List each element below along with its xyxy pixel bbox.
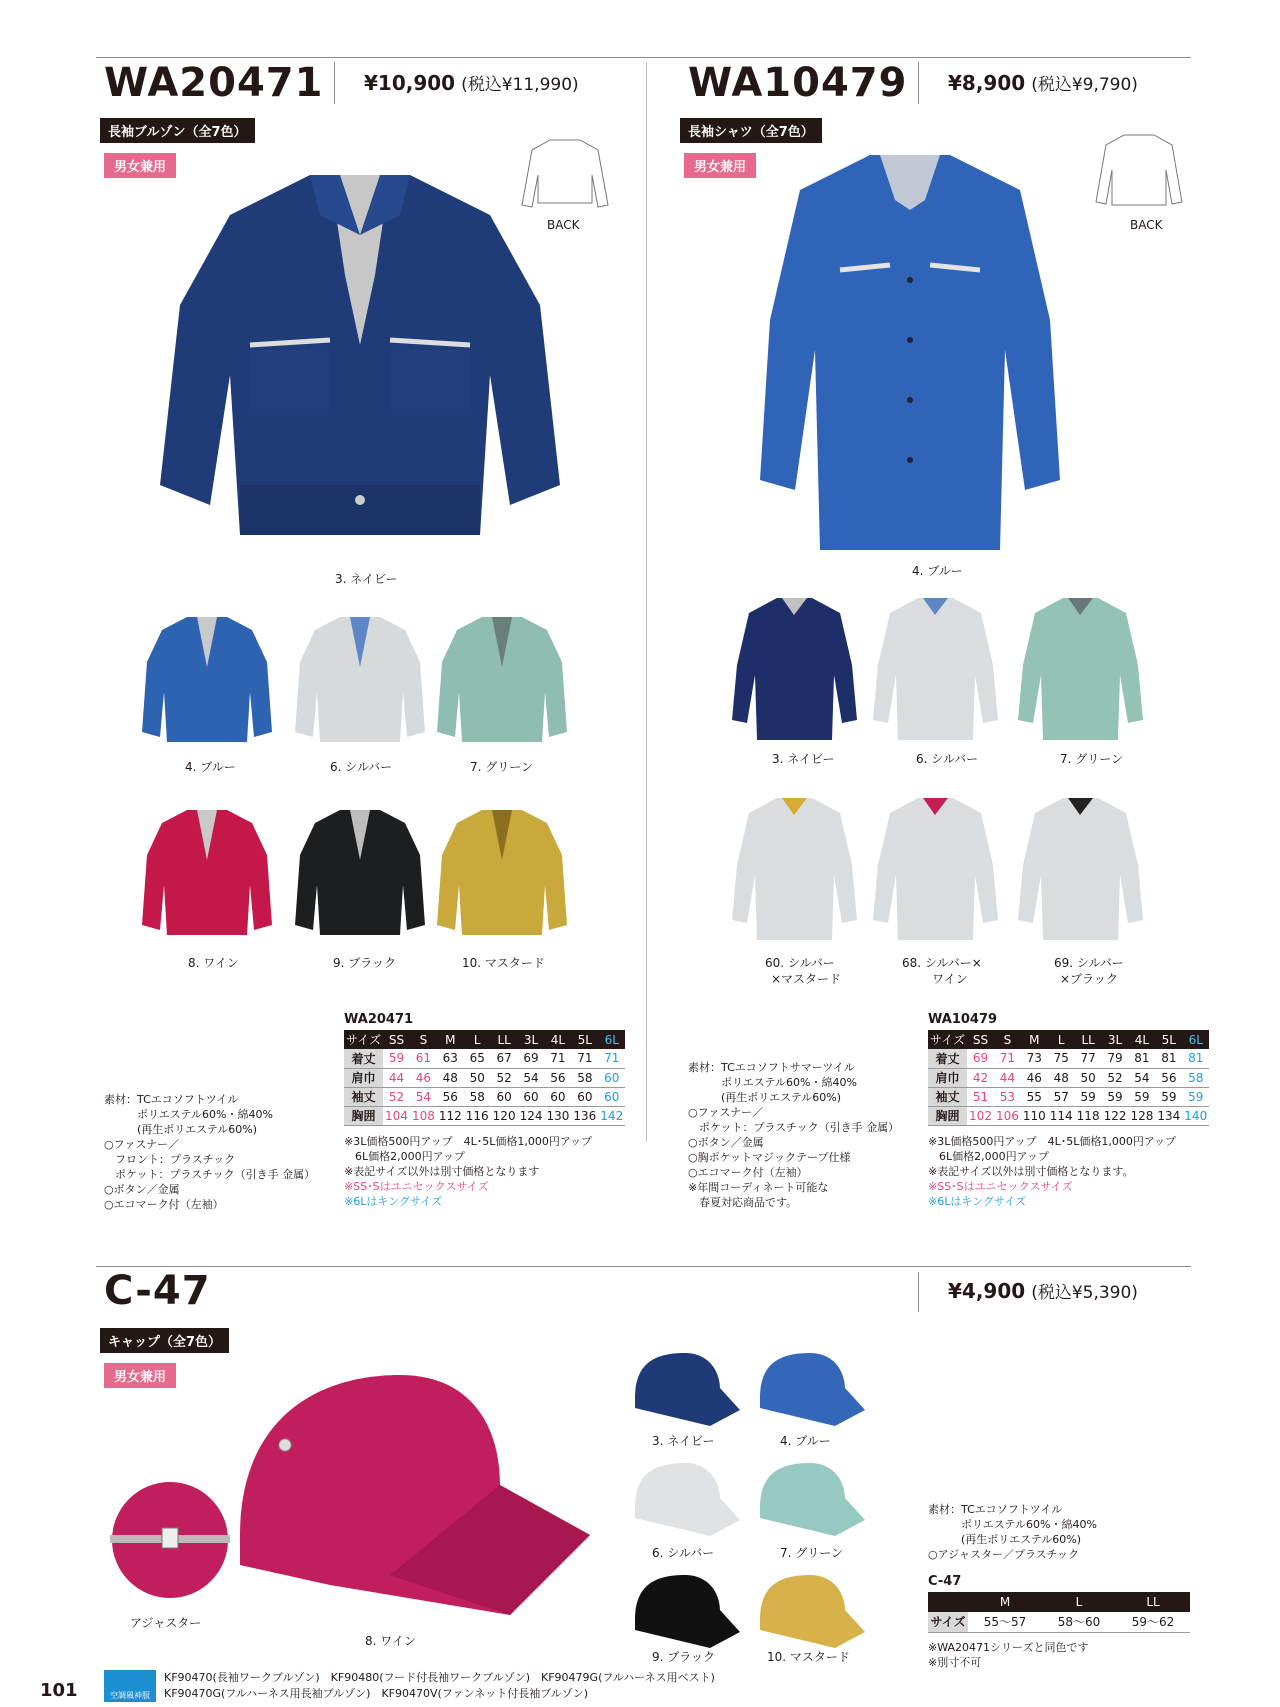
jacket-blue (142, 612, 272, 752)
size-header: 4L (1128, 1030, 1155, 1049)
page-number: 101 (40, 1680, 78, 1701)
cell: 60 (598, 1087, 625, 1106)
size-header: M (437, 1030, 464, 1049)
size-header: 6L (598, 1030, 625, 1049)
product-code: C-47 (104, 1268, 211, 1314)
cell: 59 (1182, 1087, 1209, 1106)
product-code: WA20471 (104, 60, 324, 106)
color-caption: 3. ネイビー (772, 752, 835, 766)
product-price: ¥4,900 (税込¥5,390) (948, 1279, 1138, 1303)
cell: 140 (1182, 1106, 1209, 1125)
note-line: ※SS･Sはユニセックスサイズ (344, 1180, 489, 1193)
cell: 106 (994, 1106, 1021, 1125)
size-notes (928, 1134, 1176, 1209)
cell: 81 (1182, 1049, 1209, 1068)
size-header: S (994, 1030, 1021, 1049)
row-label: 袖丈 (344, 1087, 383, 1106)
table-row (344, 1106, 625, 1125)
color-caption: 7. グリーン (470, 760, 534, 774)
jacket-green (437, 612, 567, 752)
size-header: SS (383, 1030, 410, 1049)
size-table (928, 1030, 1209, 1126)
row-label: 胸囲 (928, 1106, 967, 1125)
cell: 60 (598, 1068, 625, 1087)
cell: 130 (544, 1106, 571, 1125)
cell: 50 (464, 1068, 491, 1087)
size-header: L (1048, 1030, 1075, 1049)
color-caption: 3. ネイビー (335, 572, 398, 586)
product-code: WA10479 (688, 60, 908, 106)
row-label: 胸囲 (344, 1106, 383, 1125)
note-line: ※3L価格500円アップ 4L･5L価格1,000円アップ (928, 1135, 1177, 1148)
cell: 58 (464, 1087, 491, 1106)
cell: 142 (598, 1106, 625, 1125)
color-caption: 8. ワイン (365, 1634, 416, 1648)
size-table-title: WA20471 (344, 1012, 414, 1027)
cell: 116 (464, 1106, 491, 1125)
note-line: ※6Lはキングサイズ (928, 1195, 1027, 1208)
row-label: 肩巾 (928, 1068, 967, 1087)
cell: 58 (571, 1068, 598, 1087)
cell: 73 (1021, 1049, 1048, 1068)
color-caption: 9. ブラック (652, 1650, 716, 1664)
cell: 112 (437, 1106, 464, 1125)
cell: 71 (544, 1049, 571, 1068)
category-tag: 長袖シャツ（全7色） (680, 118, 822, 143)
cell: 59 (1155, 1087, 1182, 1106)
row-label: 着丈 (928, 1049, 967, 1068)
cell: 79 (1102, 1049, 1129, 1068)
jacket-mustard (437, 805, 567, 945)
size-header: サイズ (344, 1030, 383, 1049)
cell: 77 (1075, 1049, 1102, 1068)
note-line: ※3L価格500円アップ 4L･5L価格1,000円アップ (344, 1135, 593, 1148)
size-header: L (464, 1030, 491, 1049)
cell: 118 (1075, 1106, 1102, 1125)
shirt-blue-main (760, 150, 1060, 560)
material-specs: 素材：TCエコソフトツイル ポリエステル60%・綿40% (再生ポリエステル60%) ○ファスナー／ フロント：プラスチック ポケット：プラスチック（引き手 金属） ○ボタン／金属 ○エコマーク付（左袖） (104, 1093, 316, 1211)
cell: 57 (1048, 1087, 1075, 1106)
color-caption: 3. ネイビー (652, 1434, 715, 1448)
color-caption: ×ブラック (1060, 972, 1118, 986)
table-row (344, 1087, 625, 1106)
cell: 58 (1182, 1068, 1209, 1087)
cell: 60 (544, 1087, 571, 1106)
color-caption: 7. グリーン (1060, 752, 1124, 766)
table-row (928, 1068, 1209, 1087)
top-rule (96, 57, 1191, 58)
adjuster-closeup (110, 1480, 230, 1600)
cell: 56 (437, 1087, 464, 1106)
cell: 71 (571, 1049, 598, 1068)
related-products (164, 1670, 715, 1702)
note-line: ※別寸不可 (928, 1656, 982, 1669)
cell: 60 (571, 1087, 598, 1106)
cell: 54 (518, 1068, 545, 1087)
cell: 55 (1021, 1087, 1048, 1106)
color-caption: ワイン (932, 972, 968, 986)
shirt-silver-wine (873, 795, 998, 945)
unisex-tag: 男女兼用 (104, 1363, 176, 1388)
color-caption: 10. マスタード (462, 956, 545, 970)
size-header: 3L (518, 1030, 545, 1049)
cell: 52 (491, 1068, 518, 1087)
cell: 60 (491, 1087, 518, 1106)
cap-notes (928, 1640, 1088, 1670)
cell: 48 (437, 1068, 464, 1087)
size-header: LL (491, 1030, 518, 1049)
product-price: ¥10,900 (税込¥11,990) (364, 71, 579, 95)
size-header (928, 1592, 968, 1612)
color-caption: 8. ワイン (188, 956, 239, 970)
jacket-silver (295, 612, 425, 752)
cell: 52 (383, 1087, 410, 1106)
cell: 58〜60 (1042, 1612, 1116, 1632)
color-caption: 10. マスタード (767, 1650, 850, 1664)
size-header: SS (967, 1030, 994, 1049)
row-label: 肩巾 (344, 1068, 383, 1087)
cell: 69 (518, 1049, 545, 1068)
cell: 56 (544, 1068, 571, 1087)
row-label: 袖丈 (928, 1087, 967, 1106)
logo-text: 空調風神服 (110, 1691, 150, 1700)
cell: 122 (1102, 1106, 1129, 1125)
color-caption: 4. ブルー (912, 564, 963, 578)
cell: 52 (1102, 1068, 1129, 1087)
color-caption: 6. シルバー (330, 760, 393, 774)
color-caption: 68. シルバー× (902, 956, 982, 970)
cell: 59 (1075, 1087, 1102, 1106)
material-specs: 素材：TCエコソフトツイル ポリエステル60%・綿40% (再生ポリエステル60%) ○アジャスター／プラスチック (928, 1503, 1097, 1561)
shirt-navy (732, 595, 857, 745)
cell: 134 (1155, 1106, 1182, 1125)
cell: 71 (598, 1049, 625, 1068)
cell: 102 (967, 1106, 994, 1125)
cell: 61 (410, 1049, 437, 1068)
product-price: ¥8,900 (税込¥9,790) (948, 71, 1138, 95)
size-header: 3L (1102, 1030, 1129, 1049)
color-caption: 7. グリーン (780, 1546, 844, 1560)
table-row (344, 1068, 625, 1087)
cell: 120 (491, 1106, 518, 1125)
jacket-black (295, 805, 425, 945)
fan-suit-logo (104, 1670, 156, 1702)
cell: 55〜57 (968, 1612, 1042, 1632)
cell: 108 (410, 1106, 437, 1125)
shirt-silver-black (1018, 795, 1143, 945)
cell: 54 (410, 1087, 437, 1106)
category-tag: キャップ（全7色） (100, 1328, 229, 1353)
shirt-back-sketch (1094, 130, 1184, 210)
cell: 46 (410, 1068, 437, 1087)
footer-line: KF90470G(フルハーネス用長袖ブルゾン) KF90470V(ファンネット付長袖ブルゾン) (164, 1687, 589, 1700)
jacket-back-sketch (520, 135, 610, 210)
cell: 124 (518, 1106, 545, 1125)
unisex-tag: 男女兼用 (684, 153, 756, 178)
jacket-navy-main (160, 155, 560, 555)
size-notes (344, 1134, 592, 1209)
cell: 60 (518, 1087, 545, 1106)
row-label: 着丈 (344, 1049, 383, 1068)
table-row (928, 1106, 1209, 1125)
column-divider (646, 62, 647, 1142)
cell: 114 (1048, 1106, 1075, 1125)
cap-blue (755, 1348, 865, 1428)
cell: 51 (967, 1087, 994, 1106)
color-caption: 9. ブラック (333, 956, 397, 970)
note-line: ※表記サイズ以外は別寸価格となります (344, 1165, 540, 1178)
jacket-wine (142, 805, 272, 945)
color-caption: 4. ブルー (780, 1434, 831, 1448)
size-header: M (968, 1592, 1042, 1612)
cap-black (630, 1570, 740, 1650)
note-line: ※表記サイズ以外は別寸価格となります。 (928, 1165, 1134, 1178)
cell: 81 (1155, 1049, 1182, 1068)
color-caption: 6. シルバー (652, 1546, 715, 1560)
back-label: BACK (1130, 218, 1163, 232)
cap-green (755, 1458, 865, 1538)
section-rule (96, 1266, 1191, 1267)
size-header: 4L (544, 1030, 571, 1049)
header-divider (918, 1272, 919, 1312)
cell: 42 (967, 1068, 994, 1087)
color-caption: 4. ブルー (185, 760, 236, 774)
material-specs: 素材：TCエコソフトサマーツイル ポリエステル60%・綿40% (再生ポリエステル60%) ○ファスナー／ ポケット：プラスチック（引き手 金属） ○ボタン／金属 ○胸ポケットマジックテープ仕様 ○エコマーク付（左袖） ※年間コーディネート可能な 春夏対応商品です。 (688, 1061, 900, 1209)
cell: 65 (464, 1049, 491, 1068)
cell: 53 (994, 1087, 1021, 1106)
cell: 136 (571, 1106, 598, 1125)
cell: 59 (1128, 1087, 1155, 1106)
color-caption: ×マスタード (771, 972, 842, 986)
size-table-title: C-47 (928, 1574, 962, 1589)
cell: 50 (1075, 1068, 1102, 1087)
color-caption: 69. シルバー (1054, 956, 1124, 970)
size-header: S (410, 1030, 437, 1049)
color-caption: 60. シルバー (765, 956, 835, 970)
cap-size-table (928, 1592, 1190, 1633)
cap-mustard (755, 1570, 865, 1650)
unisex-tag: 男女兼用 (104, 153, 176, 178)
size-header: 5L (571, 1030, 598, 1049)
size-header: サイズ (928, 1030, 967, 1049)
size-header: LL (1116, 1592, 1190, 1612)
cell: 44 (383, 1068, 410, 1087)
table-row (928, 1087, 1209, 1106)
back-label: BACK (547, 218, 580, 232)
size-header: 5L (1155, 1030, 1182, 1049)
cell: 59〜62 (1116, 1612, 1190, 1632)
size-header: LL (1075, 1030, 1102, 1049)
cell: 81 (1128, 1049, 1155, 1068)
cell: 104 (383, 1106, 410, 1125)
category-tag: 長袖ブルゾン（全7色） (100, 118, 255, 143)
cap-silver (630, 1458, 740, 1538)
shirt-silver (873, 595, 998, 745)
cell: 63 (437, 1049, 464, 1068)
note-line: 6L価格2,000円アップ (928, 1150, 1049, 1163)
note-line: ※WA20471シリーズと同色です (928, 1641, 1089, 1654)
size-header: 6L (1182, 1030, 1209, 1049)
cell: 46 (1021, 1068, 1048, 1087)
cell: 75 (1048, 1049, 1075, 1068)
adjuster-label: アジャスター (130, 1616, 202, 1630)
cell: 56 (1155, 1068, 1182, 1087)
size-header: M (1021, 1030, 1048, 1049)
size-header: L (1042, 1592, 1116, 1612)
cell: 44 (994, 1068, 1021, 1087)
cap-wine-main (230, 1365, 590, 1625)
header-divider (918, 62, 919, 104)
row-label: サイズ (928, 1612, 968, 1632)
cell: 48 (1048, 1068, 1075, 1087)
shirt-silver-mustard (732, 795, 857, 945)
cell: 69 (967, 1049, 994, 1068)
note-line: 6L価格2,000円アップ (344, 1150, 465, 1163)
shirt-green (1018, 595, 1143, 745)
cell: 110 (1021, 1106, 1048, 1125)
cell: 59 (383, 1049, 410, 1068)
size-table-title: WA10479 (928, 1012, 998, 1027)
color-caption: 6. シルバー (916, 752, 979, 766)
table-row (928, 1612, 1190, 1632)
cell: 128 (1128, 1106, 1155, 1125)
cell: 54 (1128, 1068, 1155, 1087)
table-row (928, 1049, 1209, 1068)
cell: 71 (994, 1049, 1021, 1068)
cell: 67 (491, 1049, 518, 1068)
footer-line: KF90470(長袖ワークブルゾン) KF90480(フード付長袖ワークブルゾン) KF90479G(フルハーネス用ベスト) (164, 1671, 715, 1684)
size-table (344, 1030, 625, 1126)
cap-navy (630, 1348, 740, 1428)
header-divider (334, 62, 335, 104)
note-line: ※SS･Sはユニセックスサイズ (928, 1180, 1073, 1193)
table-row (344, 1049, 625, 1068)
cell: 59 (1102, 1087, 1129, 1106)
note-line: ※6Lはキングサイズ (344, 1195, 443, 1208)
